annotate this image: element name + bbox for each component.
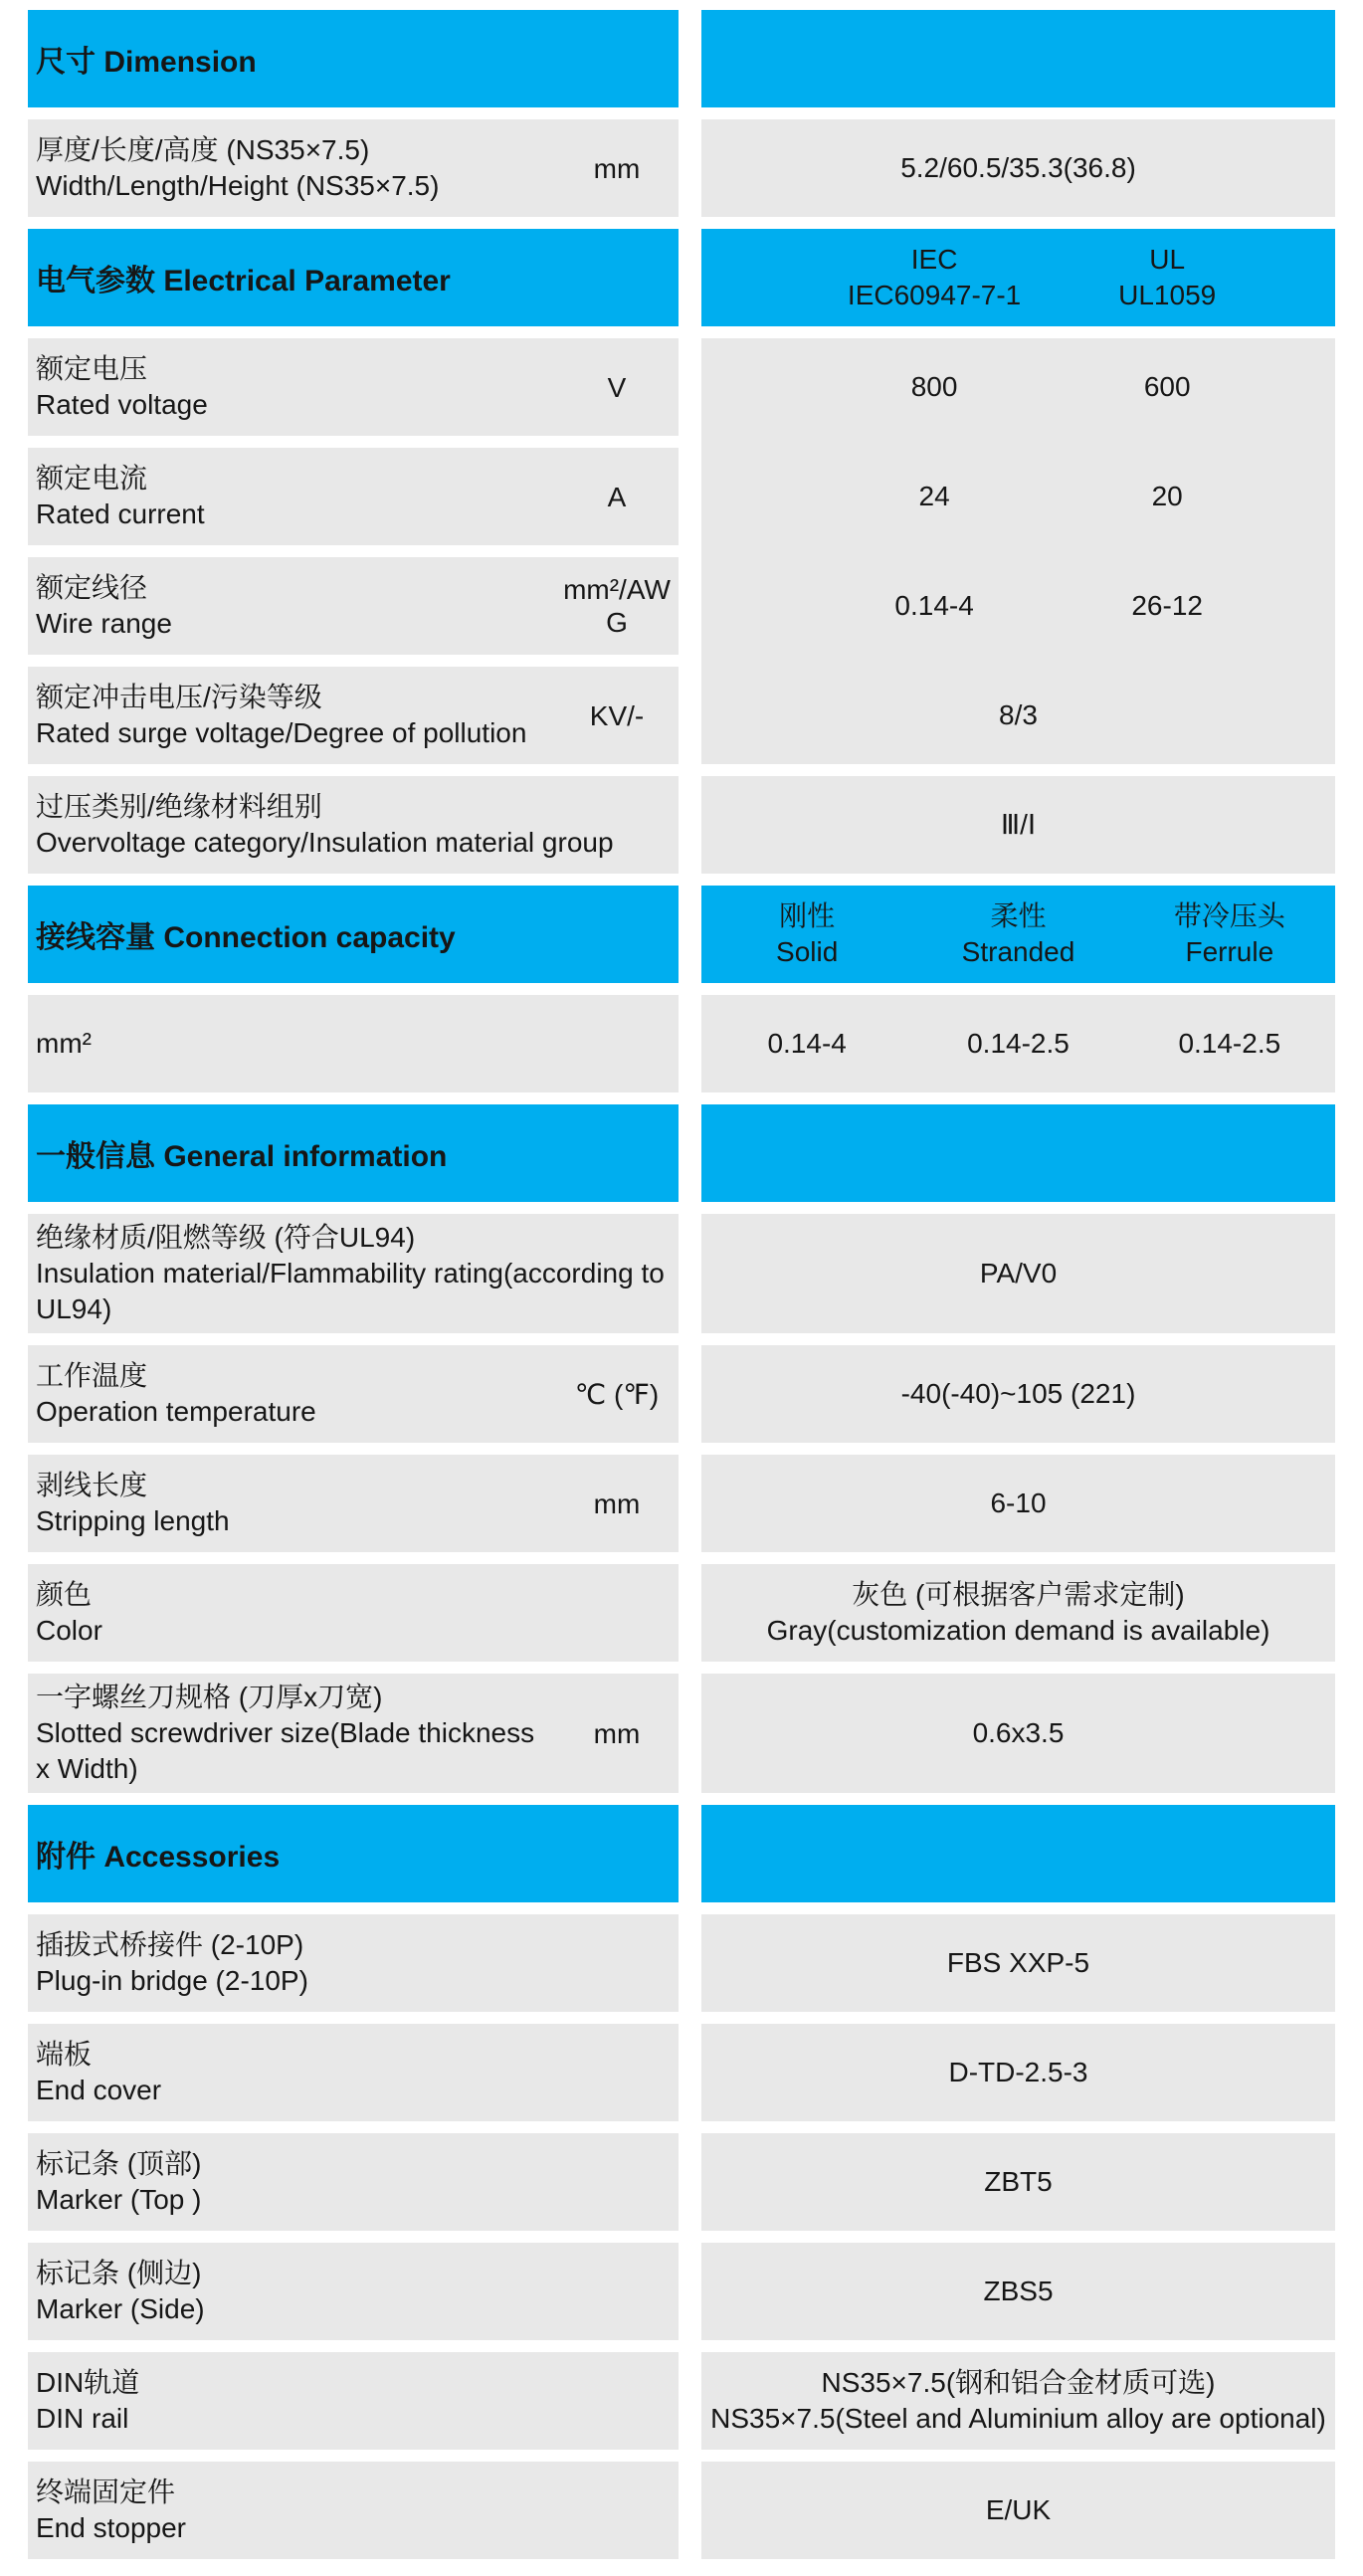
spec-row xyxy=(28,776,1335,874)
section-electrical xyxy=(28,229,1335,874)
param-cell xyxy=(28,2462,679,2559)
value-text xyxy=(701,1376,1335,1412)
spec-row xyxy=(28,1455,1335,1552)
subcolumn-title: UL xyxy=(1149,244,1186,275)
param-labels xyxy=(36,1358,555,1430)
header-subcolumn xyxy=(1124,886,1335,983)
section-rows xyxy=(28,119,1335,217)
param-labels xyxy=(36,461,555,532)
unit-label: mm xyxy=(593,1717,641,1749)
param-labels xyxy=(36,2475,679,2546)
value-line: 5.2/60.5/35.3(36.8) xyxy=(900,152,1136,183)
subcolumn-standard: Ferrule xyxy=(1185,936,1274,967)
value-line: ZBT5 xyxy=(984,2166,1053,2197)
subcolumn-standard: IEC60947-7-1 xyxy=(847,280,1022,310)
param-labels xyxy=(36,680,555,751)
value-text xyxy=(701,2164,1335,2200)
value-cell xyxy=(701,1455,1335,1552)
param-cell xyxy=(28,667,679,764)
value-cell xyxy=(701,2133,1335,2231)
spec-row xyxy=(28,2462,1335,2559)
spec-row xyxy=(28,1564,1335,1662)
value-line: 8/3 xyxy=(999,699,1038,730)
spec-row xyxy=(28,2352,1335,2450)
section-title-cell xyxy=(28,886,679,983)
value-line: 800 xyxy=(910,371,958,402)
param-label-en: End cover xyxy=(36,2075,162,2105)
param-labels xyxy=(36,2146,679,2218)
param-label-en: Plug-in bridge (2-10P) xyxy=(36,1965,308,1996)
section-title-cell xyxy=(28,229,679,326)
merged-value-cell xyxy=(701,338,1335,764)
section-dimension xyxy=(28,10,1335,217)
value-column xyxy=(1124,1028,1335,1060)
section-rows xyxy=(28,1214,1335,1793)
value-cell xyxy=(701,2024,1335,2121)
param-labels xyxy=(36,789,679,861)
merged-value-row xyxy=(701,557,1335,667)
param-cell xyxy=(28,776,679,874)
param-label-en: Wire range xyxy=(36,608,172,639)
unit-label: KV/- xyxy=(589,699,645,731)
param-label-cn: 额定冲击电压/污染等级 xyxy=(36,682,322,712)
param-labels xyxy=(36,2037,679,2108)
param-label-en: Rated voltage xyxy=(36,389,208,420)
value-column xyxy=(701,1028,912,1060)
param-label-en: Rated current xyxy=(36,498,205,529)
section-title: 一般信息 General information xyxy=(36,1140,448,1173)
section-general xyxy=(28,1104,1335,1793)
param-label-en: Marker (Top ) xyxy=(36,2184,202,2215)
param-labels xyxy=(36,1577,679,1649)
param-labels xyxy=(36,1680,555,1787)
merged-value-row xyxy=(701,667,1335,764)
subcolumn-standard: Solid xyxy=(776,936,839,967)
unit-label: mm²/AWG xyxy=(563,574,671,638)
param-cell xyxy=(28,1455,679,1552)
value-column xyxy=(999,448,1335,545)
param-label-cn: 一字螺丝刀规格 (刀厚x刀宽) xyxy=(36,1682,383,1712)
value-cell xyxy=(701,1564,1335,1662)
value-cell xyxy=(701,995,1335,1092)
value-line: 0.14-4 xyxy=(894,590,974,621)
value-line: 600 xyxy=(1143,371,1191,402)
section-header-electrical xyxy=(28,229,1335,326)
value-line: 20 xyxy=(1151,481,1183,511)
param-labels xyxy=(36,1468,555,1539)
value-cell xyxy=(701,1674,1335,1793)
value-line: PA/V0 xyxy=(979,1258,1058,1288)
section-header-right xyxy=(701,1805,1335,1902)
param-label-cn: 额定电流 xyxy=(36,463,148,494)
param-cell xyxy=(28,448,679,545)
subcolumn-title: IEC xyxy=(910,244,958,275)
spec-row xyxy=(28,1345,1335,1443)
section-title: 尺寸 Dimension xyxy=(36,46,257,79)
param-labels xyxy=(36,2365,679,2437)
value-cell xyxy=(701,1214,1335,1333)
param-labels xyxy=(36,1026,679,1062)
value-cell xyxy=(701,1345,1335,1443)
param-cell xyxy=(28,1914,679,2012)
subcolumn-standard: Stranded xyxy=(961,936,1075,967)
header-subcolumn xyxy=(912,886,1123,983)
param-label-cn: 插拔式桥接件 (2-10P) xyxy=(36,1929,304,1960)
spec-row xyxy=(28,1914,1335,2012)
param-cell xyxy=(28,557,679,655)
unit-label: mm xyxy=(593,1487,641,1519)
unit-label: ℃ (℉) xyxy=(574,1378,660,1410)
unit-label: A xyxy=(607,481,627,512)
param-label-en: Width/Length/Height (NS35×7.5) xyxy=(36,170,440,201)
value-text xyxy=(701,1715,1335,1751)
section-header-accessories xyxy=(28,1805,1335,1902)
param-cell xyxy=(28,2024,679,2121)
section-connection xyxy=(28,886,1335,1092)
value-line: Ⅲ/Ⅰ xyxy=(1000,809,1037,840)
value-cell xyxy=(701,776,1335,874)
value-column xyxy=(912,1028,1123,1060)
param-label-en: Stripping length xyxy=(36,1505,230,1536)
section-title-cell xyxy=(28,10,679,107)
spec-sheet xyxy=(28,10,1335,2559)
spec-row xyxy=(28,1674,1335,1793)
section-accessories xyxy=(28,1805,1335,2559)
spec-row xyxy=(28,2133,1335,2231)
value-cell xyxy=(701,667,1335,764)
param-label-cn: 过压类别/绝缘材料组别 xyxy=(36,791,322,822)
section-title-cell xyxy=(28,1805,679,1902)
param-label-cn: 额定线径 xyxy=(36,572,148,603)
value-text xyxy=(701,697,1335,733)
param-label-en: Slotted screwdriver size(Blade thickness x Width) xyxy=(36,1717,535,1784)
spec-row xyxy=(28,995,1335,1092)
param-cell xyxy=(28,1674,679,1793)
subcolumn-title: 刚性 xyxy=(779,900,836,931)
value-line: 0.14-4 xyxy=(767,1028,847,1059)
param-label-cn: 标记条 (侧边) xyxy=(36,2258,202,2288)
section-header-dimension xyxy=(28,10,1335,107)
header-subcolumn xyxy=(701,886,912,983)
param-label-cn: 终端固定件 xyxy=(36,2477,176,2507)
value-text xyxy=(701,807,1335,843)
header-subcolumn xyxy=(999,229,1335,326)
section-header-right xyxy=(701,1104,1335,1202)
value-cell xyxy=(701,2352,1335,2450)
value-text xyxy=(701,2055,1335,2090)
section-header-connection xyxy=(28,886,1335,983)
value-text xyxy=(701,2365,1335,2437)
subcolumn-standard: UL1059 xyxy=(1118,280,1217,310)
param-cell xyxy=(28,2352,679,2450)
value-text xyxy=(701,1256,1335,1291)
spec-row xyxy=(28,2243,1335,2340)
param-label-cn: 端板 xyxy=(36,2039,93,2070)
value-text xyxy=(701,2492,1335,2528)
value-line: 26-12 xyxy=(1131,590,1203,621)
value-cell xyxy=(701,448,1335,545)
section-header-right xyxy=(701,10,1335,107)
param-label-cn: 剥线长度 xyxy=(36,1470,148,1500)
param-labels xyxy=(36,351,555,423)
section-header-right xyxy=(701,229,1335,326)
param-cell xyxy=(28,2133,679,2231)
param-label-cn: 颜色 xyxy=(36,1579,93,1610)
spec-row xyxy=(28,2024,1335,2121)
value-line: D-TD-2.5-3 xyxy=(948,2057,1088,2087)
param-label-cn: 绝缘材质/阻燃等级 (符合UL94) xyxy=(36,1222,416,1253)
section-title-cell xyxy=(28,1104,679,1202)
section-rows xyxy=(28,338,1335,874)
param-label-en: DIN rail xyxy=(36,2403,129,2434)
value-cell xyxy=(701,338,1335,436)
value-cell xyxy=(701,119,1335,217)
param-label-cn: 厚度/长度/高度 (NS35×7.5) xyxy=(36,134,370,165)
value-text xyxy=(701,150,1335,186)
param-label-en: Operation temperature xyxy=(36,1396,316,1427)
value-line: -40(-40)~105 (221) xyxy=(900,1378,1136,1409)
param-label-cn: 额定电压 xyxy=(36,353,148,384)
value-line: FBS XXP-5 xyxy=(946,1947,1090,1978)
value-cell xyxy=(701,2462,1335,2559)
value-line: 灰色 (可根据客户需求定制) xyxy=(852,1579,1185,1610)
value-text xyxy=(701,1577,1335,1649)
section-title: 接线容量 Connection capacity xyxy=(36,921,456,954)
value-text xyxy=(701,2274,1335,2309)
value-line: 0.14-2.5 xyxy=(967,1028,1070,1059)
value-line: ZBS5 xyxy=(983,2276,1054,2306)
param-label-cn: 标记条 (顶部) xyxy=(36,2148,202,2179)
section-rows xyxy=(28,995,1335,1092)
value-cell xyxy=(701,557,1335,655)
unit-label: V xyxy=(607,371,627,403)
unit-label: mm xyxy=(593,152,641,184)
param-cell xyxy=(28,2243,679,2340)
section-header-right xyxy=(701,886,1335,983)
param-label-en: Rated surge voltage/Degree of pollution xyxy=(36,717,527,748)
param-label-cn: 工作温度 xyxy=(36,1360,148,1391)
value-cell xyxy=(701,2243,1335,2340)
param-cell xyxy=(28,1345,679,1443)
param-cell xyxy=(28,1214,679,1333)
value-column xyxy=(999,338,1335,436)
value-line: 24 xyxy=(918,481,950,511)
value-line: 6-10 xyxy=(990,1487,1047,1518)
param-labels xyxy=(36,1220,679,1327)
section-title: 附件 Accessories xyxy=(36,1841,281,1874)
spec-row xyxy=(28,119,1335,217)
merged-value-row xyxy=(701,448,1335,557)
param-labels xyxy=(36,132,555,204)
param-labels xyxy=(36,1927,679,1999)
section-header-general xyxy=(28,1104,1335,1202)
param-cell xyxy=(28,338,679,436)
merged-value-row xyxy=(701,338,1335,448)
value-text xyxy=(701,1945,1335,1981)
value-line: NS35×7.5(钢和铝合金材质可选) xyxy=(821,2367,1216,2398)
section-title: 电气参数 Electrical Parameter xyxy=(36,265,451,297)
value-text xyxy=(701,1486,1335,1521)
param-label-en: Insulation material/Flammability rating(according to UL94) xyxy=(36,1258,665,1324)
param-cell xyxy=(28,995,679,1092)
param-label-en: Color xyxy=(36,1615,102,1646)
section-rows xyxy=(28,1914,1335,2559)
value-cell xyxy=(701,1914,1335,2012)
value-line: NS35×7.5(Steel and Aluminium alloy are optional) xyxy=(710,2403,1326,2434)
value-column xyxy=(999,557,1335,655)
param-label-cn: DIN轨道 xyxy=(36,2367,140,2398)
value-line: E/UK xyxy=(985,2494,1052,2525)
param-cell xyxy=(28,119,679,217)
subcolumn-title: 柔性 xyxy=(990,900,1047,931)
spec-row xyxy=(28,1214,1335,1333)
subcolumn-title: 带冷压头 xyxy=(1173,900,1285,931)
param-labels xyxy=(36,2256,679,2327)
param-label-en: Overvoltage category/Insulation material group xyxy=(36,827,614,858)
param-label-en: Marker (Side) xyxy=(36,2293,205,2324)
param-labels xyxy=(36,570,555,642)
param-label-cn: mm² xyxy=(36,1028,92,1059)
param-cell xyxy=(28,1564,679,1662)
value-line: 0.6x3.5 xyxy=(972,1717,1065,1748)
value-line: 0.14-2.5 xyxy=(1178,1028,1281,1059)
value-line: Gray(customization demand is available) xyxy=(766,1615,1270,1646)
param-label-en: End stopper xyxy=(36,2512,186,2543)
